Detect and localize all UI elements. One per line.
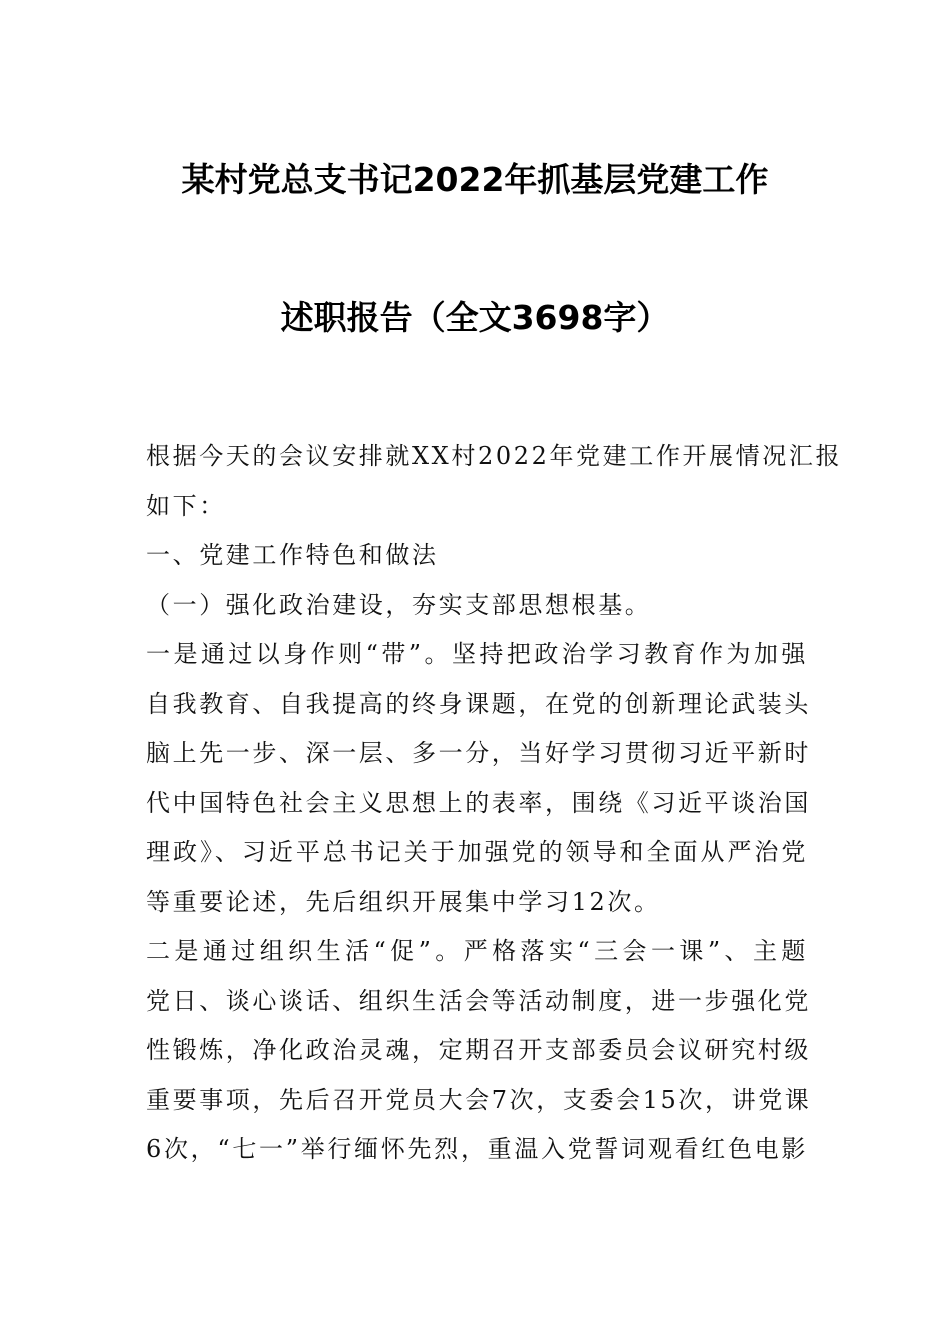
- body-line: 一是通过以身作则“带”。坚持把政治学习教育作为加强: [146, 640, 808, 668]
- body-line: 代中国特色社会主义思想上的表率，围绕《习近平谈治国: [146, 788, 811, 817]
- body-line: 党日、谈心谈话、组织生活会等活动制度，进一步强化党: [146, 986, 811, 1015]
- body-line: 6次，“七一”举行缅怀先烈，重温入党誓词观看红色电影: [146, 1135, 808, 1163]
- section-heading: 一、党建工作特色和做法: [146, 541, 439, 569]
- body-line: 自我教育、自我提高的终身课题，在党的创新理论武装头: [146, 689, 811, 718]
- body-line: 二是通过组织生活“促”。严格落实“三会一课”、主题: [146, 937, 808, 965]
- body-line: 等重要论述，先后组织开展集中学习12次。: [146, 887, 661, 916]
- body-line: 脑上先一步、深一层、多一分，当好学习贯彻习近平新时: [146, 739, 811, 767]
- body-line: 根据今天的会议安排就XX村2022年党建工作开展情况汇报: [146, 442, 843, 470]
- body-line: 如下：: [146, 491, 226, 520]
- body-line: 性锻炼，净化政治灵魂，定期召开支部委员会议研究村级: [146, 1036, 811, 1064]
- document-title-line-1: 某村党总支书记2022年抓基层党建工作: [181, 160, 769, 199]
- body-line: 理政》、习近平总书记关于加强党的领导和全面从严治党: [146, 838, 808, 866]
- document-title-line-2: 述职报告（全文3698字）: [280, 298, 670, 337]
- subsection-heading: （一）强化政治建设，夯实支部思想根基。: [146, 590, 652, 619]
- document-body: [146, 432, 843, 1175]
- body-line: 重要事项，先后召开党员大会7次，支委会15次，讲党课: [146, 1085, 812, 1114]
